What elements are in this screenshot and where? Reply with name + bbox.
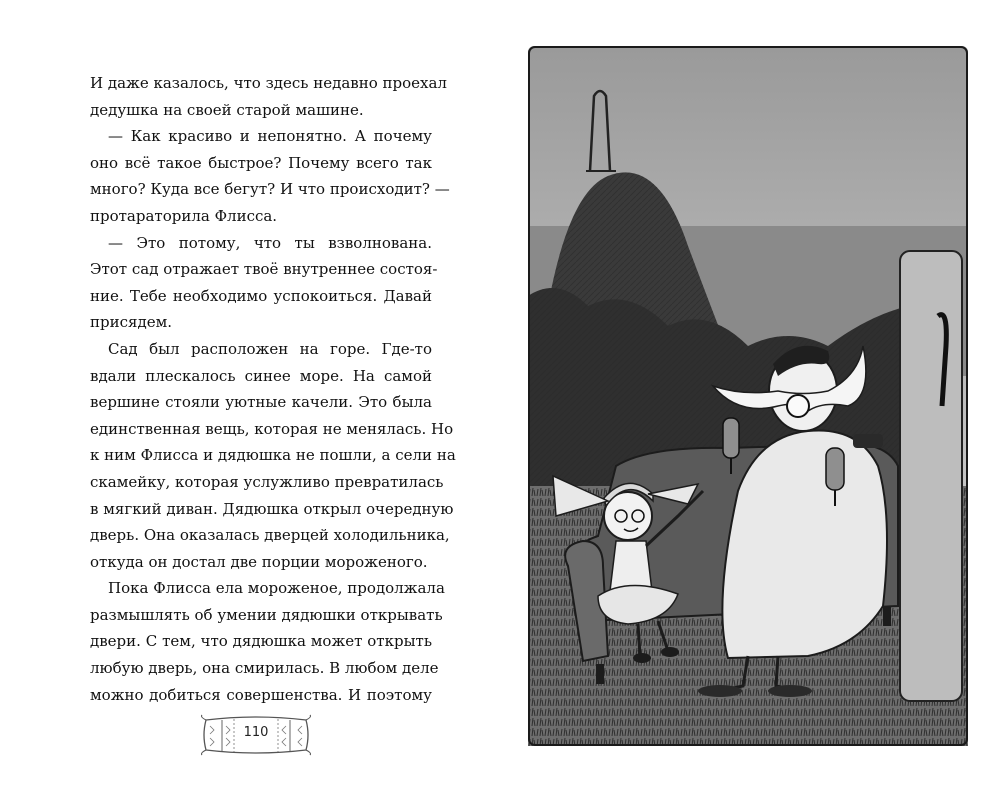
text-line: размышлять об умении дядюшки открывать — [90, 605, 443, 624]
illustration-girl-and-uncle-eating-ice-cream-on-sofa-icon — [528, 46, 968, 746]
text-line: оно всё такое быстрое? Почему всего так — [90, 153, 432, 172]
text-line: присядем. — [90, 313, 173, 332]
text-line: дверь. Она оказалась дверцей холодильника, — [90, 526, 450, 545]
text-line: ние. Тебе необходимо успокоиться. Давай — [90, 286, 432, 305]
illustration — [528, 46, 968, 746]
text-line: любую дверь, она смирилась. В любом деле — [90, 659, 439, 678]
text-line: дедушка на своей старой машине. — [90, 100, 364, 119]
text-line: много? Куда все бегут? И что происходит? — — [90, 180, 450, 199]
paragraph-5 — [90, 575, 445, 708]
paragraph-4 — [90, 336, 456, 575]
text-line: И даже казалось, что здесь недавно проехал — [90, 74, 447, 92]
text-line: к ним Флисса и дядюшка не пошли, а сели на — [90, 446, 456, 465]
text-line: двери. С тем, что дядюшка может открыть — [90, 632, 432, 651]
text-line: — Как красиво и непонятно. А почему — [108, 127, 432, 146]
text-line: можно добиться совершенства. И поэтому — [90, 685, 432, 704]
paragraph-1 — [90, 70, 447, 123]
text-line: протараторила Флисса. — [90, 206, 278, 225]
text-line: в мягкий диван. Дядюшка открыл очередную — [90, 499, 454, 518]
body-text — [90, 70, 456, 708]
text-line: Пока Флисса ела мороженое, продолжала — [108, 579, 445, 598]
text-line: скамейку, которая услужливо превратилась — [90, 472, 444, 491]
text-line: откуда он достал две порции мороженого. — [90, 552, 428, 571]
paragraph-2 — [90, 123, 450, 229]
text-line: вдали плескалось синее море. На самой — [90, 366, 432, 385]
page-number: 110 — [243, 725, 269, 740]
page-number-ornament — [200, 712, 312, 758]
paragraph-3 — [90, 230, 438, 336]
text-line: Этот сад отражает твоё внутреннее состоя- — [90, 260, 438, 279]
text-line: вершине стояли уютные качели. Это была — [90, 393, 432, 412]
text-line: Сад был расположен на горе. Где-то — [108, 339, 432, 358]
text-line: — Это потому, что ты взволнована. — [108, 233, 432, 252]
text-line: единственная вещь, которая не менялась. Но — [90, 419, 454, 438]
